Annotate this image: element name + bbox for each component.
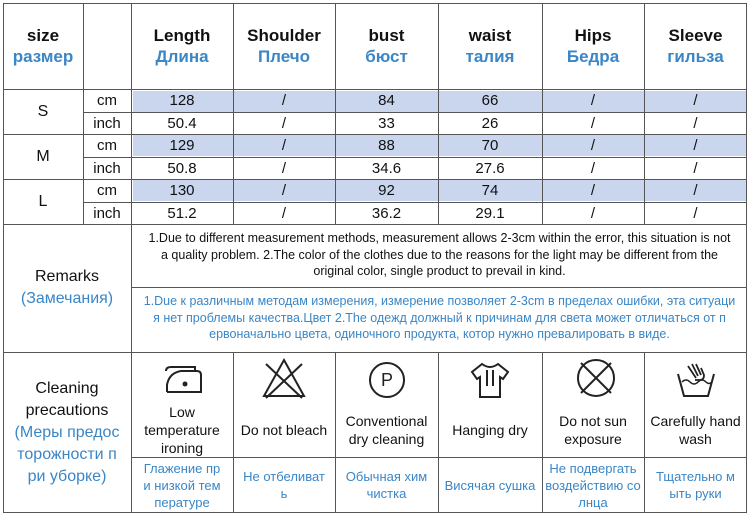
cell-unit: inch	[93, 114, 121, 132]
care-label-en-line: temperature	[144, 422, 220, 438]
cleaning-title-2: precautions	[25, 401, 109, 419]
cleaning-label	[3, 352, 131, 513]
care-label-en-line: wash	[679, 431, 712, 447]
header-hips	[542, 3, 644, 89]
remarks-title-ru: (Замечания)	[20, 290, 114, 307]
cell-unit: inch	[93, 204, 121, 222]
header-sleeve	[644, 3, 747, 89]
header-bust-ru: бюст	[365, 47, 408, 66]
cell-sleeve: /	[693, 159, 698, 177]
header-length-en: Length	[153, 26, 211, 45]
care-label-ru-line: воздействию со	[545, 477, 641, 493]
care-label-ru	[644, 458, 747, 512]
size-l: L	[38, 192, 48, 210]
care-label-ru-line: чистка	[366, 486, 407, 501]
cell-length: 51.2	[167, 204, 197, 222]
care-label-en-line: dry cleaning	[348, 431, 425, 447]
remarks-ru-line-3: ервоначально цвета, одиночного продукта, котор нужно превалировать в виде.	[209, 327, 670, 341]
cell-hips: /	[590, 182, 596, 199]
care-label-en-line: Do not bleach	[240, 422, 328, 438]
header-waist-en: waist	[468, 26, 512, 45]
header-bust-en: bust	[368, 26, 405, 45]
cell-shoulder: /	[281, 137, 287, 154]
cell-waist: 74	[481, 182, 499, 199]
care-label-ru	[542, 458, 644, 512]
cell-waist: 66	[481, 92, 499, 109]
cell-hips: /	[590, 137, 596, 154]
cell-length: 128	[169, 92, 195, 109]
care-label-ru-line: пературе	[154, 494, 210, 510]
care-label-ru-line: Тщательно м	[656, 469, 735, 484]
care-label-en-line: Do not sun	[559, 413, 627, 429]
care-label-en	[335, 403, 438, 457]
cell-shoulder: /	[281, 114, 287, 132]
care-label-ru-line: ыть руки	[669, 486, 722, 501]
cell-sleeve: /	[693, 204, 698, 222]
care-label-ru	[131, 458, 233, 512]
cell-unit: inch	[93, 159, 121, 177]
care-label-ru	[335, 458, 438, 512]
care-label-ru-line: Глажение пр	[143, 460, 221, 476]
cell-waist: 70	[481, 137, 499, 154]
cleaning-title-ru-2: торожности п	[17, 445, 117, 463]
cell-hips: /	[590, 204, 596, 222]
header-shoulder-en: Shoulder	[247, 26, 321, 45]
care-label-ru-line: Не подвергать	[549, 460, 637, 476]
header-hips-ru: Бедра	[566, 47, 620, 66]
care-label-ru	[233, 458, 335, 512]
header-shoulder-ru: Плечо	[257, 47, 311, 66]
care-label-en-line: exposure	[564, 431, 622, 447]
cell-unit: cm	[97, 137, 117, 154]
care-label-en-line: Low	[169, 404, 195, 420]
header-length	[131, 3, 233, 89]
header-waist-ru: талия	[465, 47, 515, 66]
header-size	[3, 3, 83, 89]
cell-bust: 36.2	[371, 204, 402, 222]
cell-bust: 88	[378, 137, 395, 154]
remarks-en-line-1: 1.Due to different measurement methods, measurement allows 2-3cm within the error, this situation is not	[148, 231, 731, 245]
cell-bust: 34.6	[371, 159, 402, 177]
cell-sleeve: /	[693, 114, 698, 132]
care-label-en	[644, 403, 747, 457]
header-hips-en: Hips	[574, 26, 612, 45]
care-label-ru-line: ь	[280, 486, 288, 501]
svg-text:P: P	[380, 370, 394, 390]
remarks-en-line-3: original color, single product to prevail in kind.	[313, 264, 566, 278]
care-label-ru-line: Не отбеливат	[243, 469, 325, 484]
cell-waist: 26	[481, 114, 499, 132]
cell-waist: 29.1	[475, 204, 505, 222]
dry-clean-icon	[367, 360, 407, 400]
cell-waist: 27.6	[475, 159, 505, 177]
size-s: S	[37, 102, 49, 120]
header-sleeve-en: Sleeve	[668, 26, 723, 45]
cell-hips: /	[590, 114, 596, 132]
cell-shoulder: /	[281, 204, 287, 222]
header-waist	[438, 3, 542, 89]
remarks-russian	[132, 293, 747, 343]
header-sleeve-ru: гильза	[667, 47, 724, 66]
care-label-en-line: ironing	[160, 440, 204, 456]
cell-shoulder: /	[281, 92, 287, 109]
cell-hips: /	[590, 159, 596, 177]
hang-dry-icon	[468, 360, 512, 400]
cleaning-title-ru-3: ри уборке)	[27, 467, 107, 485]
do-not-bleach-icon	[260, 356, 308, 400]
cell-unit: cm	[97, 92, 117, 109]
cell-length: 129	[169, 137, 195, 154]
care-label-en	[438, 403, 542, 457]
remarks-ru-line-1: 1.Due к различным методам измерения, измерение позволяет 2-3cm в пределах ошибки, эта ситуаци	[143, 294, 736, 308]
remarks-label	[3, 224, 131, 352]
cell-length: 50.4	[167, 114, 197, 132]
care-label-en-line: Hanging dry	[452, 422, 528, 438]
remarks-english	[132, 230, 747, 280]
cell-hips: /	[590, 92, 596, 109]
cell-bust: 84	[378, 92, 395, 109]
header-size-ru: размер	[12, 47, 74, 66]
cell-shoulder: /	[281, 159, 287, 177]
care-label-ru-line: лнца	[578, 494, 608, 510]
remarks-ru-line-2: я нет проблемы качества.Цвет 2.The одежд должный к причинам для света может отличаться от п	[153, 310, 726, 325]
cleaning-title-1: Cleaning	[35, 379, 99, 397]
remarks-en-line-2: a quality problem. 2.The color of the clothes due to the reasons for the light may be different from the	[160, 247, 719, 262]
remarks-title: Remarks	[34, 268, 99, 285]
care-label-ru-line: Обычная хим	[345, 469, 428, 484]
header-size-en: size	[26, 26, 60, 45]
care-label-en	[131, 403, 233, 457]
cell-sleeve: /	[693, 182, 698, 199]
cell-shoulder: /	[281, 182, 287, 199]
cell-length: 50.8	[167, 159, 197, 177]
iron-low-temperature-icon	[159, 359, 207, 399]
size-m: M	[36, 147, 50, 165]
cell-sleeve: /	[693, 92, 698, 109]
care-label-en-line: Conventional	[345, 413, 428, 429]
care-label-en-line: Carefully hand	[650, 413, 741, 429]
cell-sleeve: /	[693, 137, 698, 154]
care-label-ru-line: Висячая сушка	[444, 477, 536, 493]
header-bust	[335, 3, 438, 89]
hand-wash-icon	[674, 360, 718, 400]
header-shoulder	[233, 3, 335, 89]
cell-length: 130	[169, 182, 195, 199]
care-label-ru	[438, 458, 542, 512]
header-length-ru: Длина	[155, 47, 209, 66]
cell-bust: 92	[378, 182, 395, 199]
cell-bust: 33	[378, 114, 395, 132]
care-label-en	[233, 403, 335, 457]
care-label-en	[542, 403, 644, 457]
no-sun-exposure-icon	[574, 356, 618, 400]
care-label-ru-line: и низкой тем	[143, 477, 221, 493]
cleaning-title-ru-1: (Меры предос	[14, 423, 120, 441]
cell-unit: cm	[97, 182, 117, 199]
